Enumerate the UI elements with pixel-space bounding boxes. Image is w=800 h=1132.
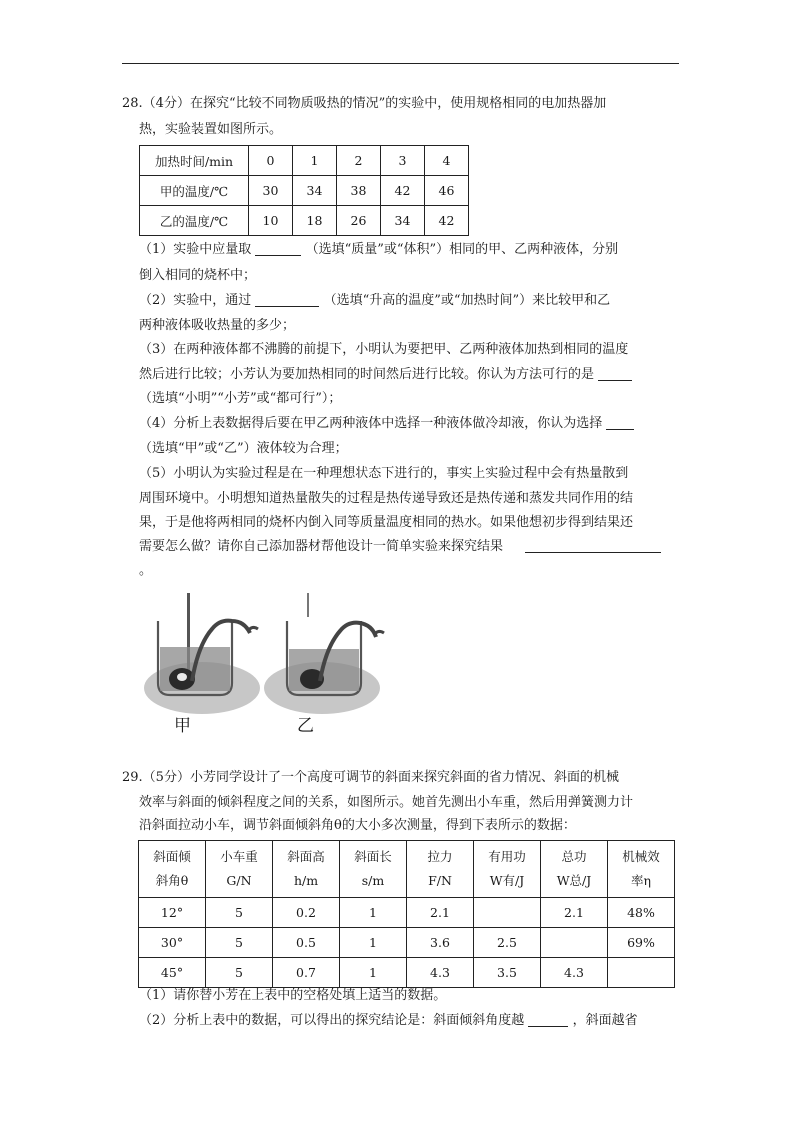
q28-part4-text: （4）分析上表数据得后要在甲乙两种液体中选择一种液体做冷却液，你认为选择	[139, 416, 603, 431]
table-cell: 0	[249, 146, 293, 176]
table-cell: 26	[337, 206, 381, 236]
table-cell: 0.7	[273, 958, 340, 988]
table-cell: 加热时间/min	[140, 146, 249, 176]
q29-data-table	[138, 840, 675, 988]
table-cell: 10	[249, 206, 293, 236]
answer-blank[interactable]	[255, 241, 301, 256]
table-cell: 0.2	[273, 898, 340, 928]
q29-heading-cont2: 沿斜面拉动小车，调节斜面倾斜角θ的大小多次测量，得到下表所示的数据：	[139, 818, 576, 833]
header-line: 斜角θ	[155, 873, 189, 888]
table-cell: 3	[381, 146, 425, 176]
q28-part5-cont2: 果，于是他将两相同的烧杯内倒入同等质量温度相同的热水。如果他想初步得到结果还	[139, 515, 634, 530]
q28-heading: 28.（4分）在探究“比较不同物质吸热的情况”的实验中，使用规格相同的电加热器加	[122, 96, 607, 111]
table-cell: 12°	[139, 898, 206, 928]
table-header-cell	[139, 841, 206, 898]
table-cell: 乙的温度/℃	[140, 206, 249, 236]
thermometer-icon	[307, 593, 309, 617]
q28-part1	[139, 241, 618, 259]
q28-part5-cont3	[139, 538, 661, 556]
q29-part2	[139, 1012, 638, 1030]
q28-data-table	[139, 145, 469, 236]
table-row	[139, 928, 675, 958]
q28-part5-text: 需要怎么做？请你自己添加器材帮他设计一简单实验来探究结果	[139, 539, 504, 554]
answer-cell[interactable]	[541, 928, 608, 958]
table-row	[140, 206, 469, 236]
q28-part2-text: （2）实验中，通过	[139, 293, 252, 308]
beaker-yi	[264, 593, 384, 714]
answer-blank[interactable]	[528, 1012, 568, 1027]
header-line: 拉力	[427, 849, 453, 864]
table-cell: 5	[206, 928, 273, 958]
q28-part3-cont2: （选填“小明”“小芳”或“都可行”）；	[139, 391, 342, 406]
table-cell: 45°	[139, 958, 206, 988]
table-cell: 1	[293, 146, 337, 176]
table-cell: 2	[337, 146, 381, 176]
q28-part3-cont	[139, 366, 632, 384]
table-cell: 4.3	[541, 958, 608, 988]
table-cell: 42	[381, 176, 425, 206]
table-cell: 2.1	[541, 898, 608, 928]
header-line: s/m	[361, 873, 385, 888]
table-cell: 30°	[139, 928, 206, 958]
q29-part1: （1）请你替小芳在上表中的空格处填上适当的数据。	[139, 988, 447, 1003]
table-row	[139, 958, 675, 988]
q28-part5-cont: 周围环境中。小明想知道热量散失的过程是热传递导致还是热传递和蒸发共同作用的结	[139, 491, 634, 506]
table-header-cell	[206, 841, 273, 898]
table-cell: 甲的温度/℃	[140, 176, 249, 206]
table-header-cell	[340, 841, 407, 898]
table-header-cell	[474, 841, 541, 898]
table-cell: 5	[206, 898, 273, 928]
q29-heading-cont: 效率与斜面的倾斜程度之间的关系，如图所示。她首先测出小车重，然后用弹簧测力计	[139, 795, 634, 810]
table-cell: 18	[293, 206, 337, 236]
table-row	[140, 146, 469, 176]
table-cell: 69%	[608, 928, 675, 958]
header-line: 斜面长	[354, 849, 392, 864]
q28-part2	[139, 292, 610, 310]
table-row	[140, 176, 469, 206]
table-header-cell	[608, 841, 675, 898]
table-cell: 0.5	[273, 928, 340, 958]
q28-part5: （5）小明认为实验过程是在一种理想状态下进行的，事实上实验过程中会有热量散到	[139, 466, 629, 481]
table-row	[139, 898, 675, 928]
q28-part4	[139, 415, 634, 433]
q28-part5-end: 。	[139, 563, 153, 578]
header-line: h/m	[293, 873, 319, 888]
table-cell: 48%	[608, 898, 675, 928]
table-cell: 2.5	[474, 928, 541, 958]
q28-part1-text-2: （选填“质量”或“体积”）相同的甲、乙两种液体，分别	[305, 242, 619, 257]
header-line: 小车重	[220, 849, 258, 864]
header-line: 斜面高	[287, 849, 325, 864]
header-line: 率η	[631, 873, 651, 888]
table-header-row	[139, 841, 675, 898]
table-cell: 30	[249, 176, 293, 206]
table-cell: 34	[293, 176, 337, 206]
table-cell: 4.3	[407, 958, 474, 988]
beaker-jia	[144, 593, 260, 714]
header-line: 总功	[561, 849, 587, 864]
answer-cell[interactable]	[474, 898, 541, 928]
header-line: W有/J	[489, 873, 525, 888]
q29-heading: 29.（5分）小芳同学设计了一个高度可调节的斜面来探究斜面的省力情况、斜面的机械	[122, 770, 619, 785]
q28-part1-cont: 倒入相同的烧杯中；	[139, 268, 257, 283]
figure-label-jia: 甲	[174, 716, 191, 736]
table-cell: 4	[425, 146, 469, 176]
table-cell: 2.1	[407, 898, 474, 928]
answer-blank[interactable]	[606, 415, 634, 430]
table-cell: 1	[340, 898, 407, 928]
q28-part1-text: （1）实验中应量取	[139, 242, 252, 257]
table-cell: 3.6	[407, 928, 474, 958]
table-cell: 38	[337, 176, 381, 206]
table-cell: 34	[381, 206, 425, 236]
header-line: 有用功	[488, 849, 526, 864]
table-header-cell	[541, 841, 608, 898]
header-line: G/N	[226, 873, 252, 888]
table-header-cell	[407, 841, 474, 898]
answer-blank[interactable]	[598, 366, 632, 381]
header-rule	[122, 63, 679, 64]
figure-label-yi: 乙	[297, 716, 314, 736]
header-line: 机械效	[622, 849, 660, 864]
header-line: W总/J	[556, 873, 592, 888]
q29-part2-text: （2）分析上表中的数据，可以得出的探究结论是：斜面倾斜角度越	[139, 1013, 525, 1028]
table-cell: 5	[206, 958, 273, 988]
q29-part2-text-2: ，斜面越省	[572, 1013, 638, 1028]
table-cell: 46	[425, 176, 469, 206]
q28-part2-text-2: （选填“升高的温度”或“加热时间”）来比较甲和乙	[323, 293, 611, 308]
header-line: F/N	[428, 873, 452, 888]
answer-cell[interactable]	[608, 958, 675, 988]
header-line: 斜面倾	[153, 849, 191, 864]
table-cell: 1	[340, 928, 407, 958]
q28-part4-cont: （选填“甲”或“乙”）液体较为合理；	[139, 441, 348, 456]
q28-heading-cont: 热，实验装置如图所示。	[139, 122, 283, 137]
answer-blank[interactable]	[255, 292, 319, 307]
q28-part3: （3）在两种液体都不沸腾的前提下，小明认为要把甲、乙两种液体加热到相同的温度	[139, 342, 629, 357]
answer-blank[interactable]	[525, 538, 661, 553]
table-cell: 42	[425, 206, 469, 236]
table-cell: 3.5	[474, 958, 541, 988]
table-cell: 1	[340, 958, 407, 988]
q28-part3-text: 然后进行比较；小芳认为要加热相同的时间然后进行比较。你认为方法可行的是	[139, 367, 595, 382]
table-header-cell	[273, 841, 340, 898]
q28-part2-cont: 两种液体吸收热量的多少；	[139, 318, 296, 333]
